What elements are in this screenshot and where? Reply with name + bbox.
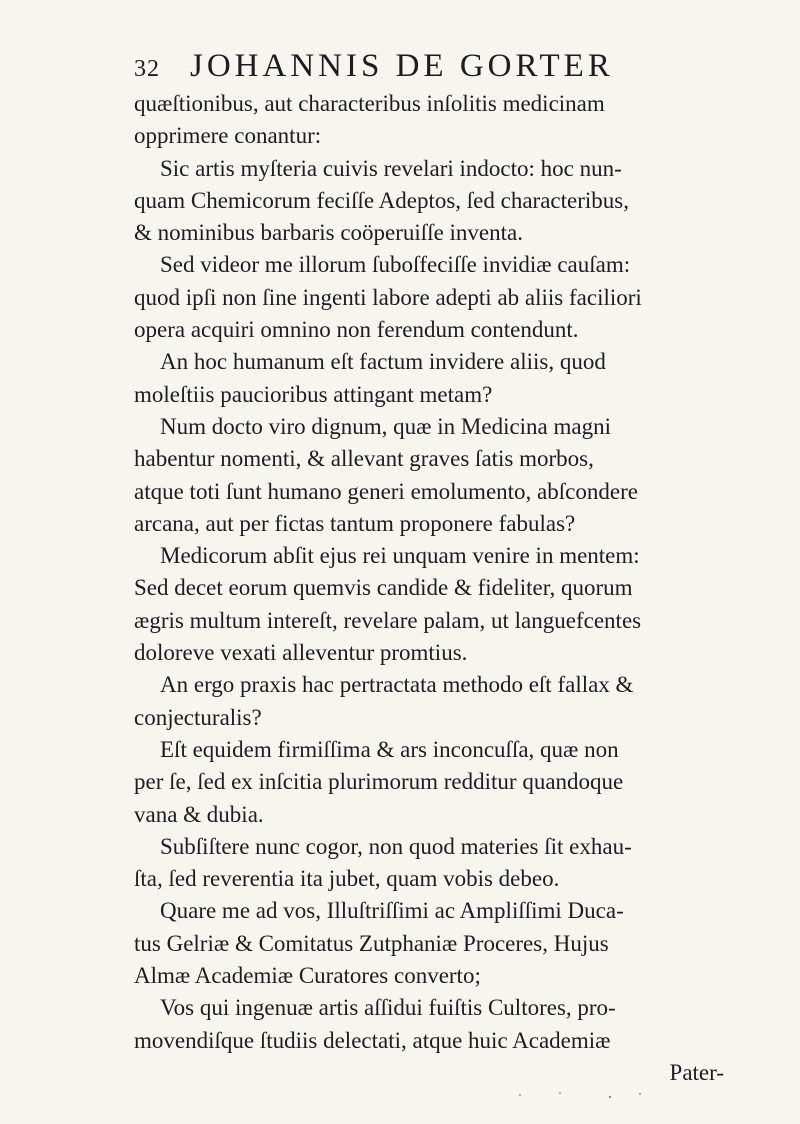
text-line: ſta, ſed reverentia ita jubet, quam vobis debeo. [134, 866, 560, 892]
text-line: Subſiſtere nunc cogor, non quod materies ſit exhau- [160, 833, 632, 859]
text-line: quæſtionibus, aut characteribus inſolitis medicinam [134, 91, 605, 116]
text-line: tus Gelriæ & Comitatus Zutphaniæ Proceres, Hujus [134, 930, 609, 956]
text-line: Sic artis myſteria cuivis revelari indocto: hoc nun- [160, 155, 622, 181]
text-line: movendiſque ſtudiis delectati, atque huic Academiæ [134, 1027, 611, 1053]
text-line: quod ipſi non ſine ingenti labore adepti ab aliis faciliori [134, 284, 642, 310]
text-line: atque toti ſunt humano generi emolumento, abſcondere [134, 478, 638, 504]
text-line: Vos qui ingenuæ artis aſſidui fuiſtis Cultores, pro- [160, 995, 616, 1021]
text-line: per ſe, ſed ex inſcitia plurimorum redditur quandoque [134, 769, 624, 795]
text-line: Num docto viro dignum, quæ in Medicina magni [160, 413, 612, 439]
text-lines [134, 88, 724, 1057]
body-text [134, 88, 724, 1085]
text-line: Quare me ad vos, Illuſtriſſimi ac Ampliſſimi Duca- [160, 898, 624, 924]
page-smudge [500, 1085, 680, 1105]
text-line: moleſtiis paucioribus attingant metam? [134, 381, 493, 407]
text-line: Sed videor me illorum ſuboſfeciſſe invidiæ cauſam: [160, 252, 631, 278]
text-line: Almæ Academiæ Curatores converto; [134, 963, 481, 989]
running-head: JOHANNIS DE GORTER [190, 48, 614, 84]
text-line: quam Chemicorum feciſſe Adeptos, ſed characteribus, [134, 187, 629, 213]
text-line: Sed decet eorum quemvis candide & fideliter, quorum [134, 575, 633, 601]
text-line: Eſt equidem firmiſſima & ars inconcuſſa, quæ non [160, 736, 619, 762]
text-line: opera acquiri omnino non ferendum contendunt. [134, 317, 579, 343]
text-line: An hoc humanum eſt factum invidere aliis, quod [160, 349, 606, 375]
text-line: ægris multum intereſt, revelare palam, ut languefcentes [134, 607, 642, 633]
text-line: doloreve vexati alleventur promtius. [134, 640, 468, 666]
text-line: Medicorum abſit ejus rei unquam venire in mentem: [160, 543, 640, 569]
page-header [134, 48, 724, 88]
page-number: 32 [134, 56, 160, 82]
text-line: An ergo praxis hac pertractata methodo eſt fallax & [160, 672, 634, 698]
text-line: vana & dubia. [134, 801, 264, 827]
catchword: Pater- [669, 1060, 724, 1085]
text-line: & nominibus barbaris coöperuiſſe inventa. [134, 220, 523, 246]
text-line: arcana, aut per fictas tantum proponere fabulas? [134, 510, 576, 536]
text-line: habentur nomenti, & allevant graves ſatis morbos, [134, 446, 594, 472]
text-line: opprimere conantur: [134, 123, 322, 149]
text-line: conjecturalis? [134, 704, 262, 730]
